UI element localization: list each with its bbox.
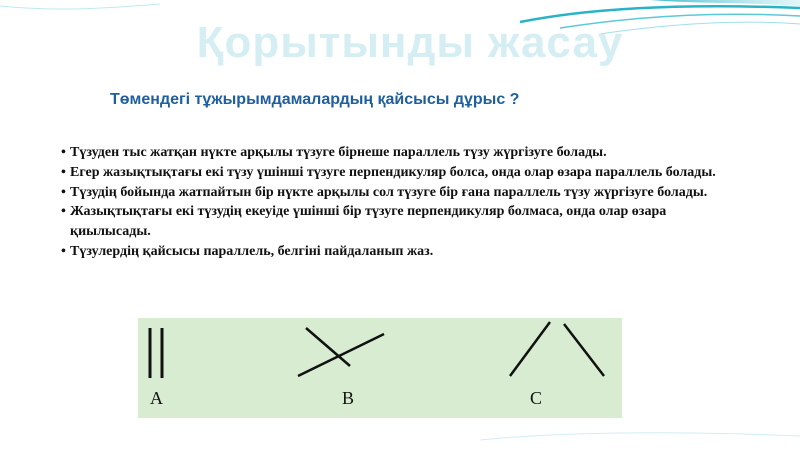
bullet-icon: • — [61, 145, 66, 160]
statement-item — [60, 183, 750, 203]
lines-figure — [138, 318, 622, 418]
statement-item — [60, 163, 750, 183]
lines-drawing — [138, 318, 622, 418]
statement-item — [60, 202, 750, 242]
statement-item — [60, 242, 750, 262]
statement-text: Түзулердің қайсысы параллель, белгіні пайдаланып жаз. — [70, 243, 434, 259]
statement-text: Жазықтықтағы екі түзудің екеуіде үшінші бір түзуге перпендикуляр болмаса, онда олар өзара қиылысады. — [70, 204, 667, 240]
bullet-icon: • — [61, 204, 66, 220]
figure-label-c: C — [530, 388, 543, 408]
statement-text: Түзудің бойында жатпайтын бір нүкте арқылы сол түзуге бір ғана параллель түзу жүргізуге болады. — [70, 184, 708, 200]
wave-line-4 — [0, 4, 160, 9]
bullet-icon: • — [61, 164, 66, 180]
statement-item — [60, 143, 750, 163]
statement-list — [60, 143, 750, 262]
wave-line-5 — [480, 433, 800, 440]
statement-text: Түзуден тыс жатқан нүкте арқылы түзуге бірнеше параллель түзу жүргізуге болады. — [70, 145, 607, 160]
bullet-icon: • — [61, 184, 66, 200]
line-b2 — [298, 334, 384, 376]
figure-label-a: A — [150, 388, 163, 408]
line-c1 — [510, 322, 550, 376]
figure-label-b: B — [342, 388, 355, 408]
statement-text: Егер жазықтықтағы екі түзу үшінші түзуге перпендикуляр болса, онда олар өзара параллель болады. — [70, 164, 716, 180]
line-c2 — [564, 324, 604, 376]
slide-title: Қорытынды жасау — [196, 18, 624, 67]
question-text: Төмендегі тұжырымдамалардың қайсысы дұрыс ? — [110, 91, 520, 108]
bullet-icon: • — [61, 243, 66, 259]
